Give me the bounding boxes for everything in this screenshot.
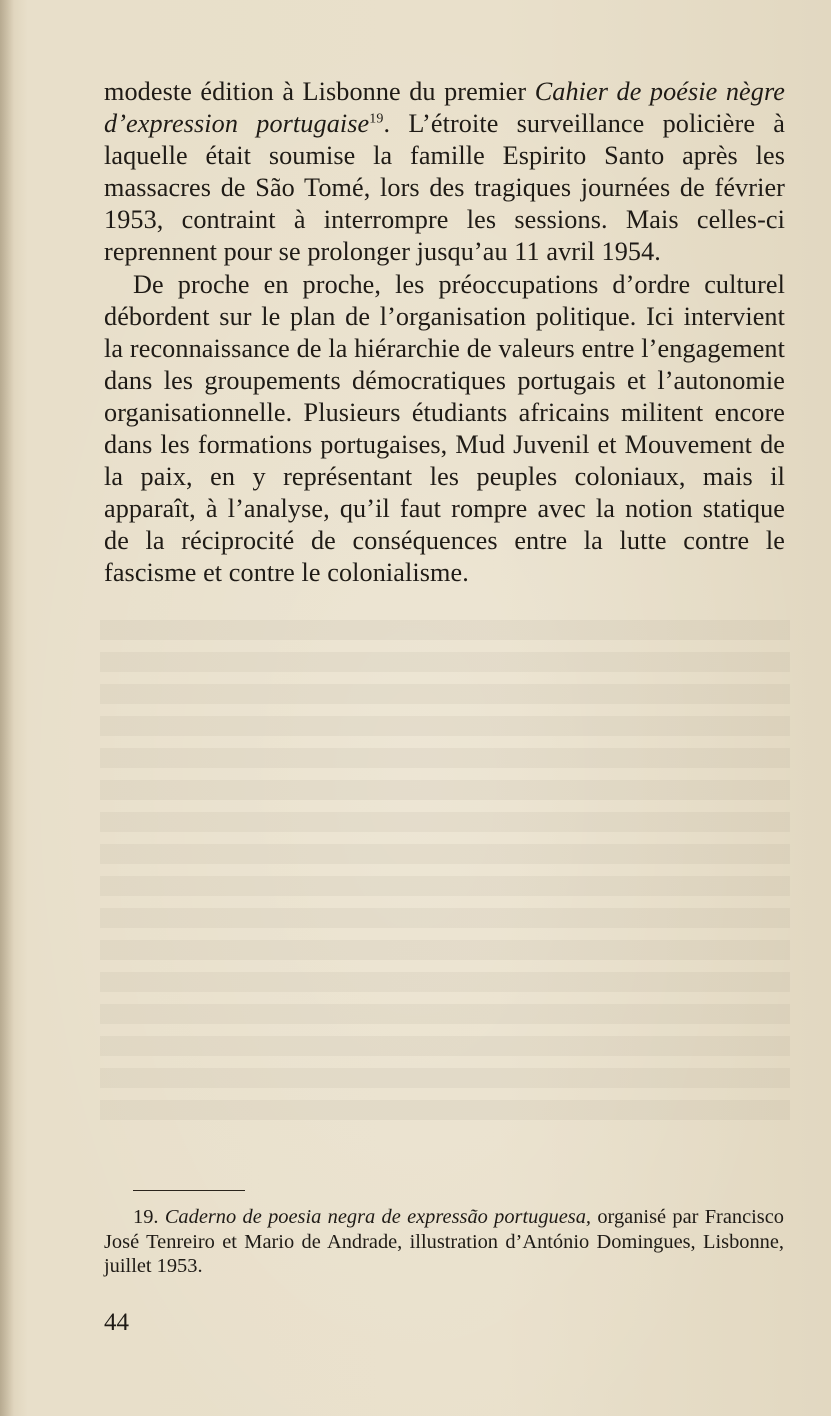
- footnote-text: organisé par Francisco José Tenreiro et Mario de Andrade, illustration d’António Domingues, Lisbonne, juillet 1953.: [104, 1206, 784, 1277]
- paragraph-2: De proche en proche, les préoccupations d’ordre culturel débordent sur le plan de l’organisation politique. Ici intervient la reconnaissance de la hiérarchie de valeurs entre l’engagement dans les groupements démocratiques portugais et l’autonomie organisationnelle. Plusieurs étudiants africains militent encore dans les formations portugaises, Mud Juvenil et Mouvement de la paix, en y représentant les peuples coloniaux, mais il apparaît, à l’analyse, qu’il faut rompre avec la notion statique de la réciprocité de conséquences entre la lutte contre le fascisme et contre le colonialisme.: [104, 269, 785, 588]
- footnote-title: Caderno de poesia negra de expressão portuguesa,: [164, 1206, 592, 1228]
- cahier-title: Cahier de poésie nègre d’expression portugaise: [104, 77, 785, 139]
- paragraph-1: [104, 76, 785, 269]
- paragraph-1-rest: . L’étroite surveillance policière à laquelle était soumise la famille Espirito Santo après les massacres de São Tomé, lors des tragiques journées de février 1953, contraint à interrompre les sessions. Mais celles-ci reprennent pour se prolonger jusqu’au 11 avril 1954.: [104, 109, 785, 267]
- footnote-number: 19.: [133, 1206, 159, 1228]
- page-number: 44: [104, 1309, 129, 1336]
- footnote-19: [104, 1205, 784, 1279]
- footnote-rule: [133, 1190, 245, 1191]
- show-through-texture: [100, 620, 790, 1120]
- spine-shadow: [0, 0, 14, 1416]
- body-text: [104, 76, 785, 590]
- paragraph-1-lead: modeste édition à Lisbonne du premier: [104, 77, 535, 106]
- note-reference[interactable]: 19: [369, 111, 384, 127]
